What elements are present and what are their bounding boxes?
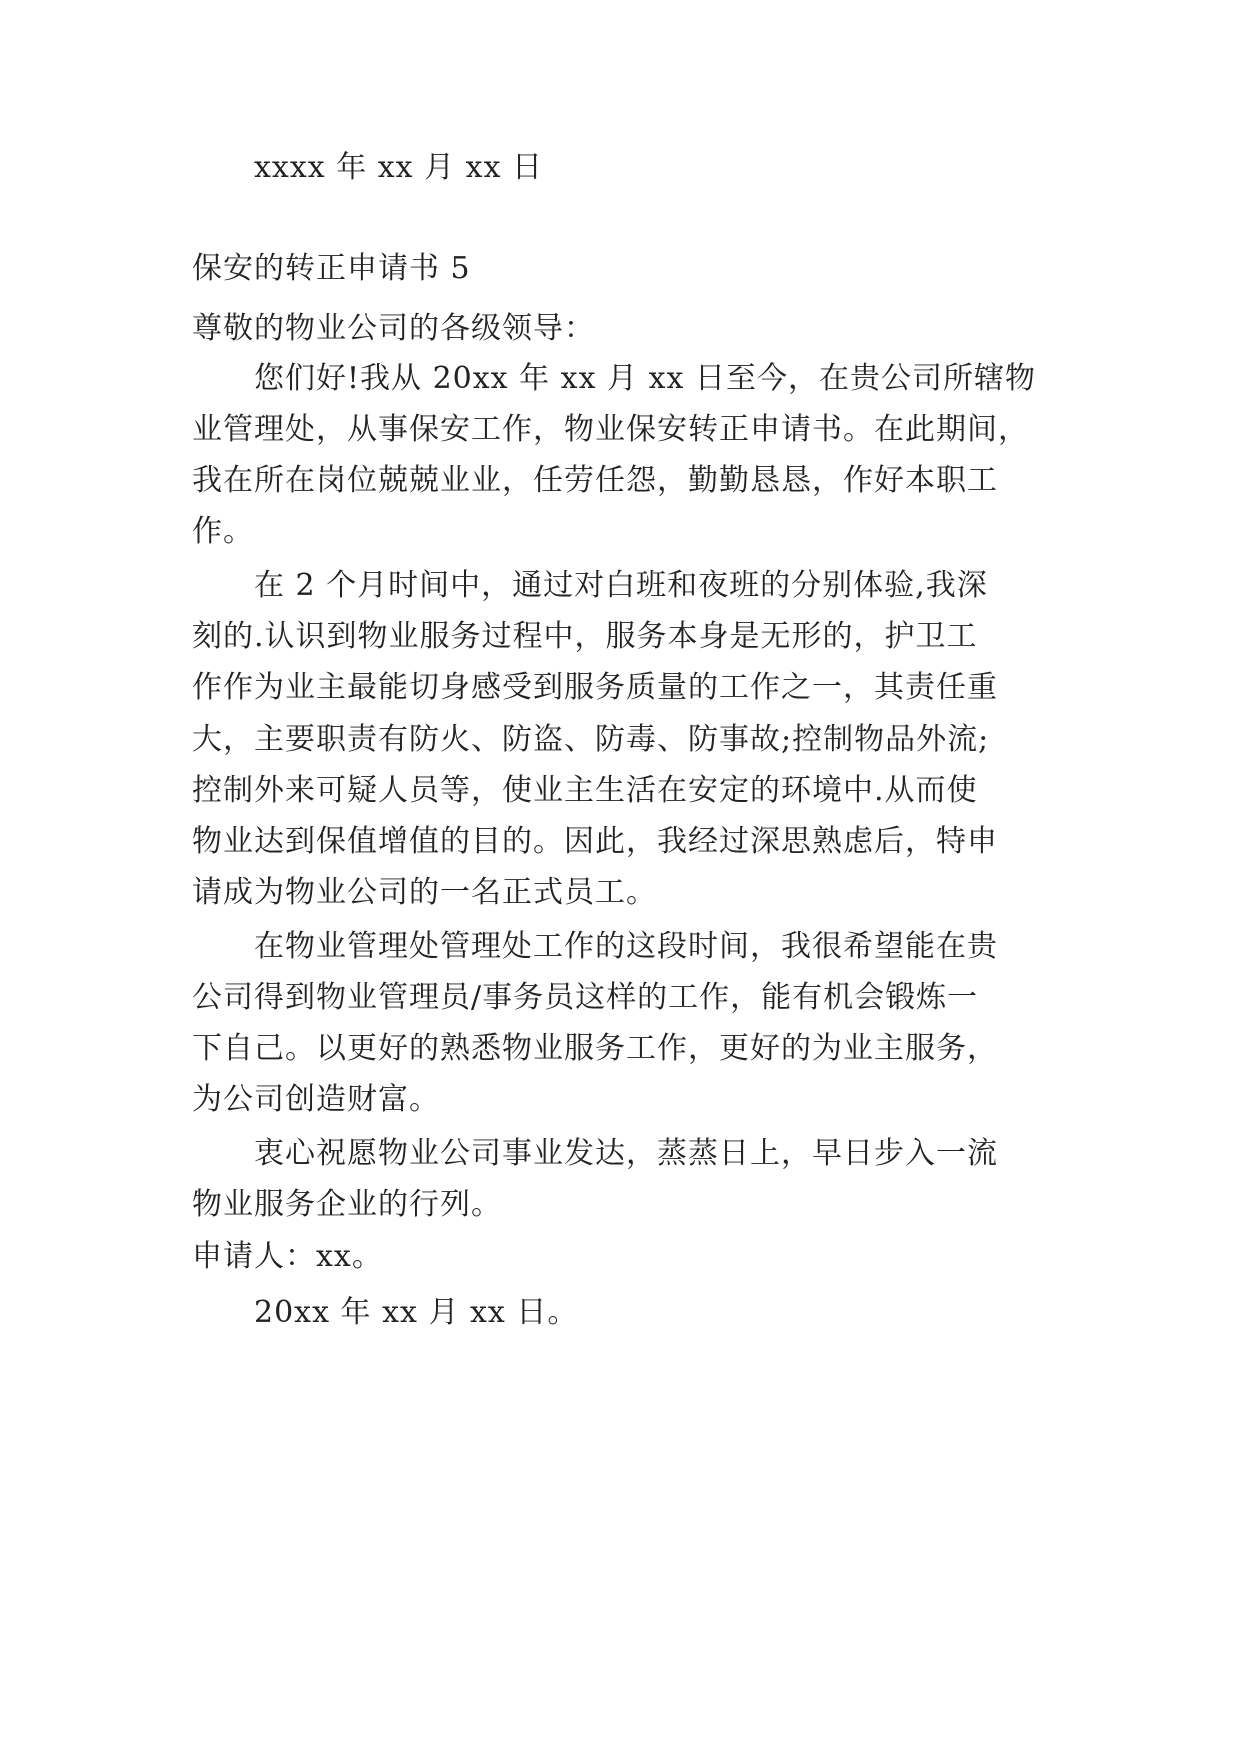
paragraph-line: 业管理处，从事保安工作，物业保安转正申请书。在此期间，	[192, 412, 1029, 447]
paragraph-line: 控制外来可疑人员等，使业主生活在安定的环境中.从而使	[192, 773, 978, 808]
paragraph-line: 下自己。以更好的熟悉物业服务工作，更好的为业主服务，	[192, 1031, 998, 1066]
paragraph-line: 请成为物业公司的一名正式员工。	[192, 875, 657, 910]
salutation: 尊敬的物业公司的各级领导：	[192, 311, 595, 346]
paragraph-line: 我在所在岗位兢兢业业，任劳任怨，勤勤恳恳，作好本职工	[192, 463, 998, 498]
document-title: 保安的转正申请书 5	[192, 251, 471, 286]
paragraph-line: 物业达到保值增值的目的。因此，我经过深思熟虑后，特申	[192, 824, 998, 859]
header-date: xxxx 年 xx 月 xx 日	[254, 150, 544, 185]
paragraph-line: 在 2 个月时间中，通过对白班和夜班的分别体验,我深	[254, 568, 988, 603]
paragraph-line: 作。	[192, 514, 254, 549]
paragraph-line: 衷心祝愿物业公司事业发达，蒸蒸日上，早日步入一流	[254, 1136, 998, 1171]
paragraph-line: 在物业管理处管理处工作的这段时间，我很希望能在贵	[254, 929, 998, 964]
paragraph-line: 刻的.认识到物业服务过程中，服务本身是无形的，护卫工	[192, 619, 978, 654]
paragraph-line: 为公司创造财富。	[192, 1082, 440, 1117]
paragraph-line: 物业服务企业的行列。	[192, 1187, 502, 1222]
paragraph-line: 作作为业主最能切身感受到服务质量的工作之一，其责任重	[192, 670, 998, 705]
paragraph-line: 您们好!我从 20xx 年 xx 月 xx 日至今，在贵公司所辖物	[254, 361, 1036, 396]
paragraph-line: 大，主要职责有防火、防盗、防毒、防事故;控制物品外流;	[192, 722, 990, 757]
applicant: 申请人：xx。	[192, 1239, 383, 1274]
paragraph-line: 公司得到物业管理员/事务员这样的工作，能有机会锻炼一	[192, 980, 979, 1015]
closing-date: 20xx 年 xx 月 xx 日。	[254, 1295, 579, 1330]
